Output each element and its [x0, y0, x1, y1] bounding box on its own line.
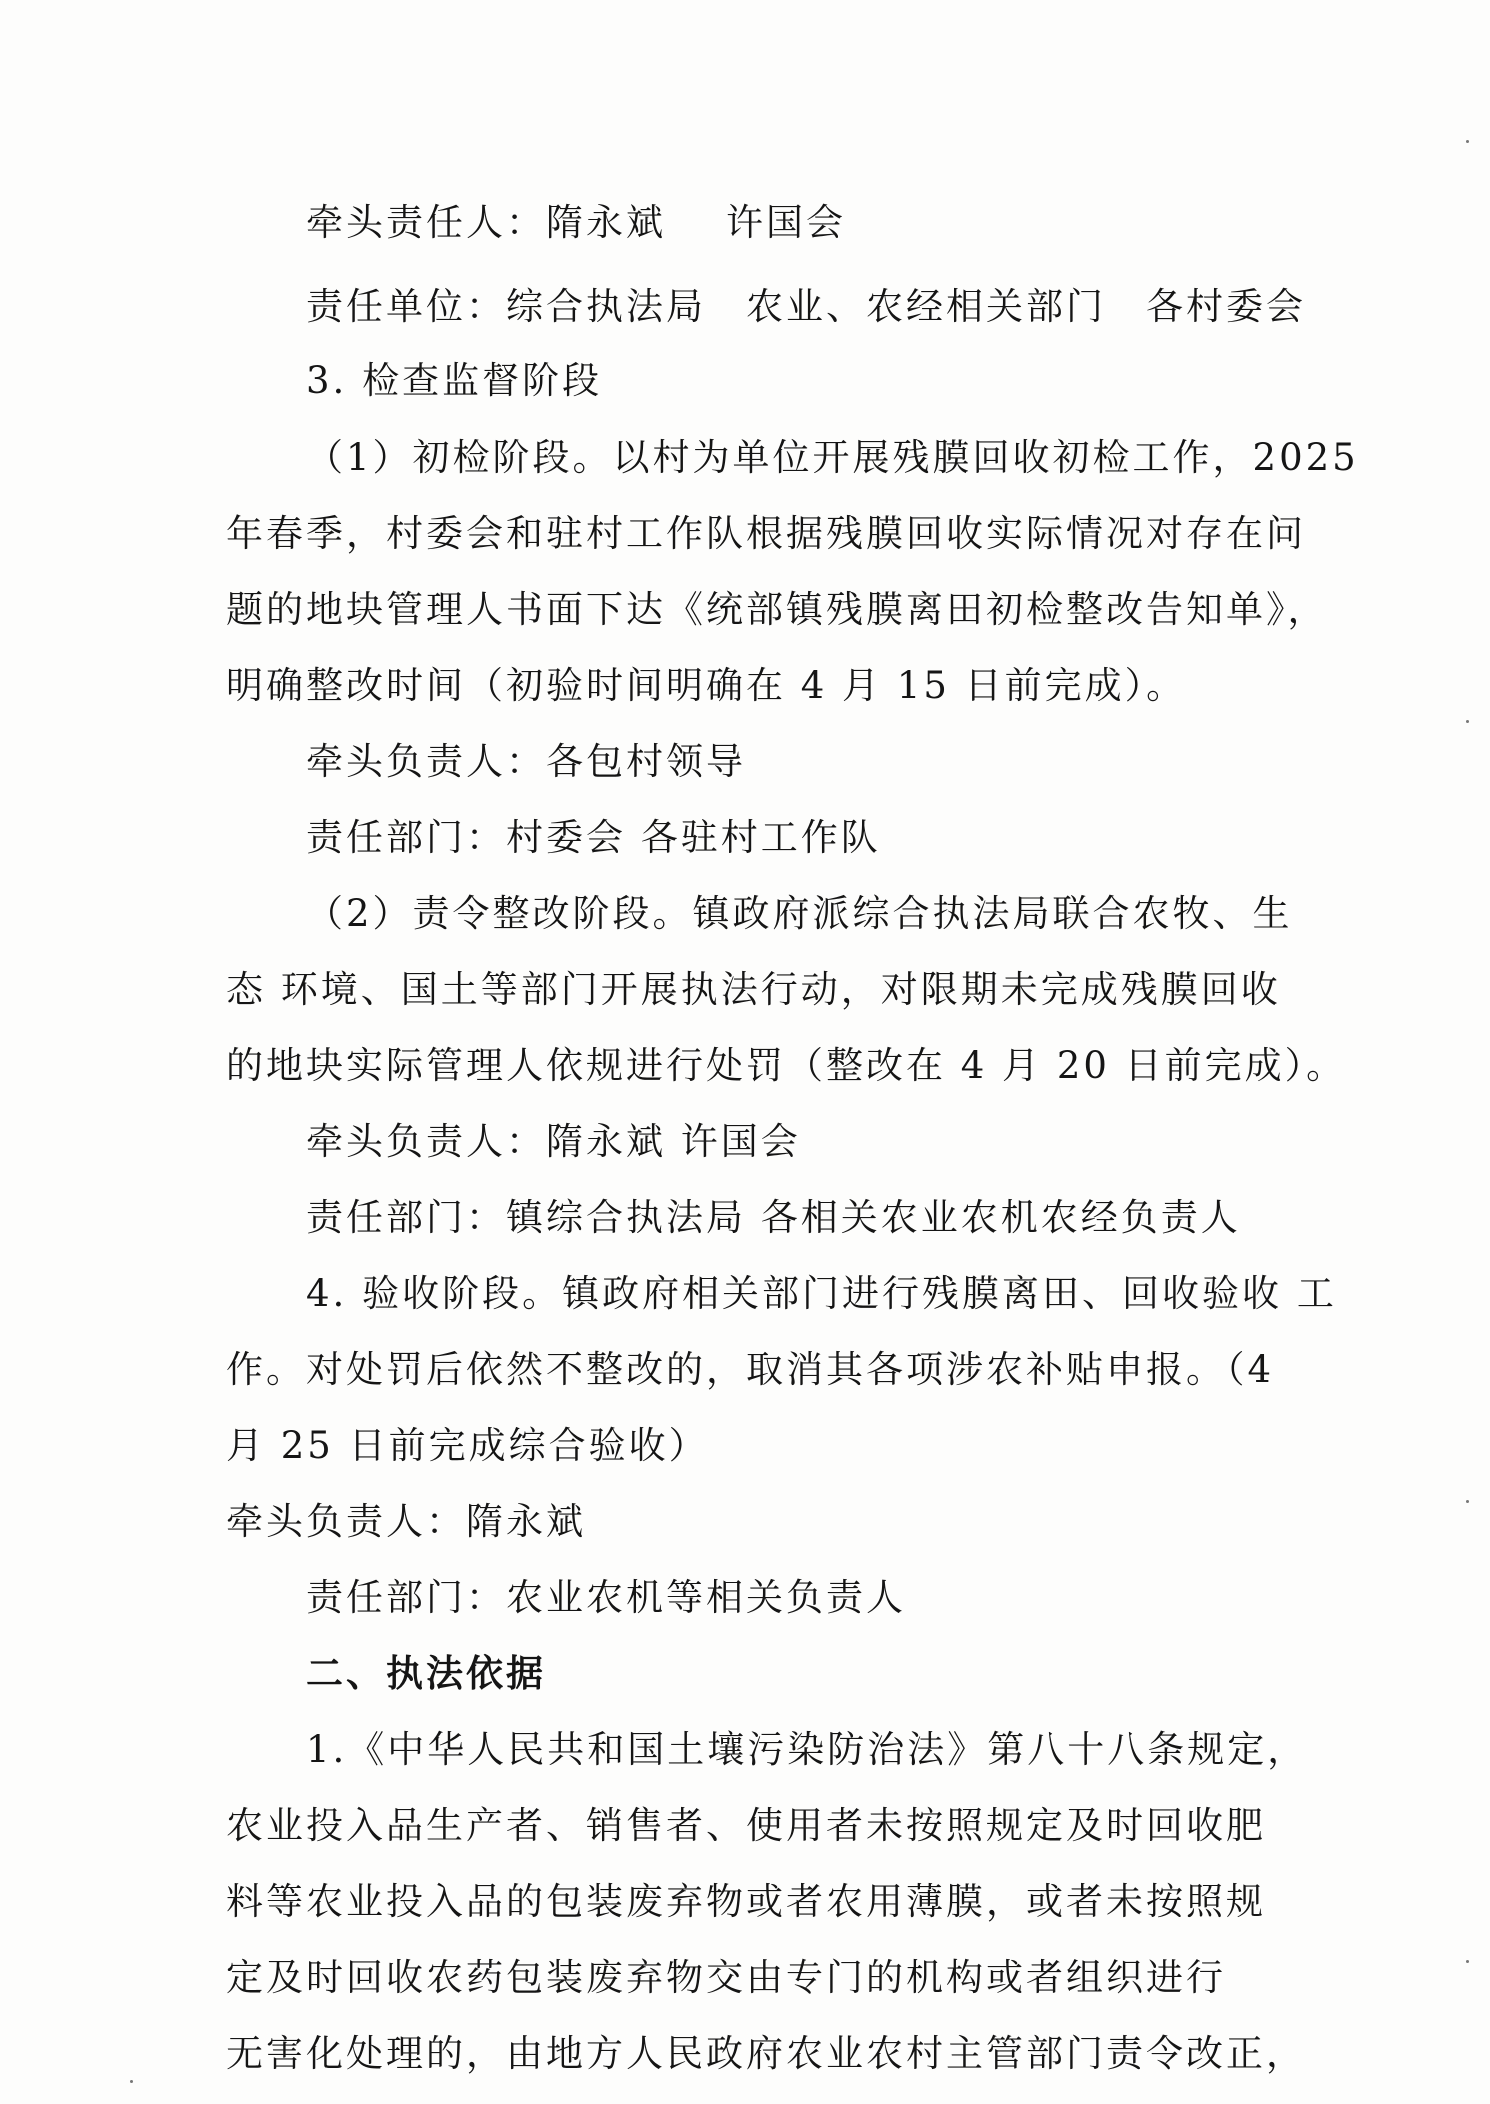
responsible-unit-line — [306, 284, 1306, 330]
paragraph-line: 料等农业投入品的包装废弃物或者农用薄膜，或者未按照规 — [226, 1880, 1266, 1923]
scan-speck — [1466, 140, 1469, 143]
responsible-unit-third: 各村委会 — [1146, 285, 1306, 328]
paragraph-line: 无害化处理的，由地方人民政府农业农村主管部门责令改正， — [226, 2032, 1306, 2075]
section-heading-inspection: 3. 检查监督阶段 — [306, 359, 603, 402]
scan-speck — [1466, 1960, 1469, 1963]
paragraph-line: 题的地块管理人书面下达《统部镇残膜离田初检整改告知单》， — [226, 588, 1328, 631]
responsible-department-line: 责任部门：村委会 各驻村工作队 — [306, 816, 881, 859]
paragraph-line: 的地块实际管理人依规进行处罚（整改在 4 月 20 日前完成）。 — [226, 1044, 1347, 1087]
lead-responsible-line: 牵头负责人：各包村领导 — [306, 740, 746, 783]
responsible-unit-second: 农业、农经相关部门 — [746, 285, 1106, 328]
responsible-department-line: 责任部门：镇综合执法局 各相关农业农机农经负责人 — [306, 1196, 1241, 1239]
section-heading-legal-basis: 二、执法依据 — [306, 1652, 546, 1695]
lead-responsible-label: 牵头责任人：隋永斌 — [306, 201, 666, 244]
paragraph-line: 年春季，村委会和驻村工作队根据残膜回收实际情况对存在问 — [226, 512, 1306, 555]
scan-speck — [1466, 1500, 1469, 1503]
paragraph-line: 1.《中华人民共和国土壤污染防治法》第八十八条规定， — [306, 1728, 1308, 1771]
paragraph-line: 态 环境、国土等部门开展执法行动，对限期未完成残膜回收 — [226, 968, 1281, 1011]
scan-speck — [1466, 720, 1469, 723]
responsible-unit-label: 责任单位：综合执法局 — [306, 285, 706, 328]
responsible-department-line: 责任部门：农业农机等相关负责人 — [306, 1576, 906, 1619]
paragraph-line: 明确整改时间（初验时间明确在 4 月 15 日前完成）。 — [226, 664, 1187, 707]
paragraph-line: 4. 验收阶段。镇政府相关部门进行残膜离田、回收验收 工 — [306, 1272, 1337, 1315]
paragraph-line: （2）责令整改阶段。镇政府派综合执法局联合农牧、生 — [306, 892, 1293, 935]
scan-speck — [130, 2080, 133, 2083]
paragraph-line: （1）初检阶段。以村为单位开展残膜回收初检工作，2025 — [306, 436, 1359, 479]
paragraph-line: 定及时回收农药包装废弃物交由专门的机构或者组织进行 — [226, 1956, 1226, 1999]
paragraph-line: 月 25 日前完成综合验收） — [226, 1424, 709, 1467]
paragraph-line: 农业投入品生产者、销售者、使用者未按照规定及时回收肥 — [226, 1804, 1266, 1847]
lead-responsible-line: 牵头负责人：隋永斌 许国会 — [306, 1120, 801, 1163]
lead-responsible-second-name: 许国会 — [726, 201, 846, 244]
lead-responsible-line — [306, 200, 846, 246]
paragraph-line: 作。对处罚后依然不整改的，取消其各项涉农补贴申报。（4 — [226, 1348, 1275, 1391]
lead-responsible-line: 牵头负责人：隋永斌 — [226, 1500, 586, 1543]
